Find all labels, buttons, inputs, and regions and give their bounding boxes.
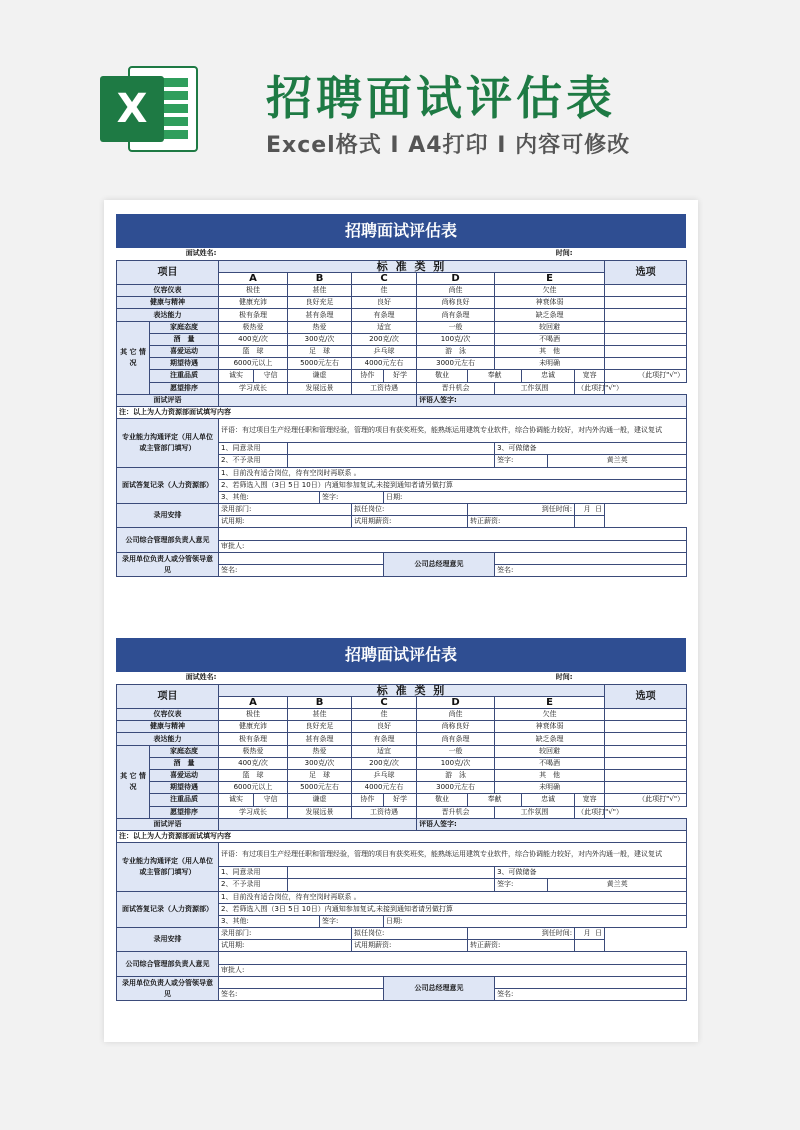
other-label: 喜爱运动 (150, 346, 219, 358)
dept-label: 录用单位负责人或分管领导意见 (117, 552, 219, 576)
wish-option[interactable]: 学习成长 (219, 806, 288, 818)
other-option-e[interactable]: 不喝酒 (495, 333, 605, 345)
mgr-label: 公司综合管理部负责人意见 (117, 528, 219, 552)
dept-row-1 (117, 552, 687, 564)
gm-sign: 签名: (495, 989, 687, 1001)
other-option-c[interactable]: 4000元左右 (352, 782, 417, 794)
hire-label: 录用安排 (117, 928, 219, 952)
criteria-label: 仪容仪表 (117, 285, 219, 297)
quality-option[interactable]: 敬业 (417, 370, 468, 382)
retest-option-1[interactable]: 1、目前没有适合岗位，待有空岗时再联系 。 (219, 891, 687, 903)
criteria-label: 表达能力 (117, 733, 219, 745)
criteria-label: 健康与精神 (117, 297, 219, 309)
other-option-a[interactable]: 篮 球 (219, 770, 288, 782)
hire-date[interactable]: 到任时间: (468, 504, 575, 516)
interview-name-label: 面试姓名: (117, 248, 219, 260)
name-row (117, 672, 687, 684)
criteria-select[interactable] (605, 709, 687, 721)
standard-header: 标 准 类 别 (219, 260, 605, 272)
other-option-d[interactable]: 游 泳 (417, 346, 495, 358)
mgr-field[interactable] (219, 952, 687, 964)
retest-option-2[interactable]: 2、若筛选入围（3日 5日 10日）内通知参加复试,未接到通知者请另做打算 (219, 479, 687, 491)
trial-salary[interactable]: 试用期薪资: (352, 516, 468, 528)
other-option-d[interactable]: 游 泳 (417, 770, 495, 782)
other-option-c[interactable]: 200克/次 (352, 333, 417, 345)
grade-b: B (288, 696, 352, 708)
hire-post[interactable]: 拟任岗位: (352, 504, 468, 516)
month-label: 月 (583, 929, 591, 938)
dept-field[interactable] (219, 552, 384, 564)
wish-option[interactable]: 晋升机会 (417, 382, 495, 394)
criteria-select[interactable] (605, 309, 687, 321)
quality-row (117, 370, 687, 382)
other-row (117, 358, 687, 370)
other-option-b[interactable]: 热爱 (288, 321, 352, 333)
interview-name-label: 面试姓名: (117, 672, 219, 684)
wish-option[interactable]: 学习成长 (219, 382, 288, 394)
day-label: 日 (595, 929, 603, 938)
other-label: 喜爱运动 (150, 770, 219, 782)
wish-row (117, 806, 687, 818)
form-title: 招聘面试评估表 (116, 638, 686, 672)
trial-period[interactable]: 试用期: (219, 516, 352, 528)
other-option-a[interactable]: 极热爱 (219, 745, 288, 757)
criteria-option-c[interactable]: 良好 (352, 297, 417, 309)
quality-option[interactable]: 奉献 (468, 370, 522, 382)
criteria-option-d[interactable]: 尚有条理 (417, 733, 495, 745)
gm-field[interactable] (495, 552, 687, 564)
criteria-option-a[interactable]: 极佳 (219, 709, 288, 721)
criteria-option-b[interactable]: 良好充足 (288, 721, 352, 733)
approver-label: 审批人: (219, 964, 687, 976)
gm-label: 公司总经理意见 (384, 976, 495, 1000)
name-row (117, 248, 687, 260)
criteria-option-d[interactable]: 尚佳 (417, 285, 495, 297)
criteria-option-e[interactable]: 欠佳 (495, 709, 605, 721)
quality-option[interactable]: 宽容 (575, 370, 605, 382)
other-select[interactable] (605, 333, 687, 345)
retest-label: 面试答复记录（人力资源部） (117, 891, 219, 928)
retest-date: 日期: (384, 491, 687, 503)
hire-row-1 (117, 504, 687, 516)
retest-row-1 (117, 891, 687, 903)
grade-e: E (495, 696, 605, 708)
criteria-row (117, 285, 687, 297)
item-header: 项目 (117, 684, 219, 708)
header-row (117, 684, 687, 696)
wish-row (117, 382, 687, 394)
criteria-option-e[interactable]: 缺乏条理 (495, 733, 605, 745)
other-option-a[interactable]: 6000元以上 (219, 782, 288, 794)
other-option-d[interactable]: 3000元左右 (417, 358, 495, 370)
retest-other[interactable]: 3、其他: (219, 491, 320, 503)
grade-d: D (417, 272, 495, 284)
option-hire[interactable]: 1、同意录用 (219, 867, 288, 879)
grade-a: A (219, 272, 288, 284)
signer-name: 黄兰英 (548, 455, 687, 467)
criteria-row (117, 709, 687, 721)
comment-field[interactable] (219, 818, 417, 830)
time-field[interactable] (575, 248, 687, 260)
quality-option[interactable]: 协作 (352, 794, 384, 806)
hire-label: 录用安排 (117, 504, 219, 528)
criteria-option-b[interactable]: 良好充足 (288, 297, 352, 309)
trial-period[interactable]: 试用期: (219, 940, 352, 952)
item-header: 项目 (117, 260, 219, 284)
other-select[interactable] (605, 358, 687, 370)
hire-dept[interactable]: 录用部门: (219, 928, 352, 940)
wish-option[interactable]: 发展远景 (288, 382, 352, 394)
comment-label: 面试评语 (117, 818, 219, 830)
pro-label: 专业能力沟通评定（用人单位或主管部门填写） (117, 843, 219, 891)
other-option-b[interactable]: 300克/次 (288, 757, 352, 769)
other-option-d[interactable]: 一般 (417, 745, 495, 757)
criteria-option-d[interactable]: 尚称良好 (417, 297, 495, 309)
other-row (117, 782, 687, 794)
hr-note-row (117, 406, 687, 418)
comment-row (117, 394, 687, 406)
retest-other[interactable]: 3、其他: (219, 915, 320, 927)
other-option-e[interactable]: 未明确 (495, 782, 605, 794)
regular-salary[interactable]: 转正薪资: (468, 940, 575, 952)
quality-option[interactable]: 敬业 (417, 794, 468, 806)
criteria-row (117, 733, 687, 745)
criteria-option-a[interactable]: 极有条理 (219, 733, 288, 745)
sign-label: 签字: (495, 455, 548, 467)
regular-salary[interactable]: 转正薪资: (468, 516, 575, 528)
other-label: 酒 量 (150, 333, 219, 345)
hr-note-row (117, 830, 687, 842)
grade-c: C (352, 272, 417, 284)
grade-b: B (288, 272, 352, 284)
other-select[interactable] (605, 757, 687, 769)
option-header: 选项 (605, 260, 687, 284)
other-option-b[interactable]: 300克/次 (288, 333, 352, 345)
criteria-label: 仪容仪表 (117, 709, 219, 721)
grade-a: A (219, 696, 288, 708)
quality-note: （此项打"√"） (605, 794, 687, 806)
quality-label: 注重品质 (150, 370, 219, 382)
quality-option[interactable]: 谦虚 (288, 370, 352, 382)
grade-e: E (495, 272, 605, 284)
dept-label: 录用单位负责人或分管领导意见 (117, 976, 219, 1000)
option-reject[interactable]: 2、不予录用 (219, 455, 288, 467)
sign-label: 签字: (495, 879, 548, 891)
other-row (117, 745, 687, 757)
criteria-row (117, 721, 687, 733)
other-info-text: 其 它 情 况 (120, 347, 146, 367)
other-label: 期望待遇 (150, 358, 219, 370)
quality-option[interactable]: 忠诚 (522, 794, 575, 806)
other-option-b[interactable]: 5000元左右 (288, 782, 352, 794)
criteria-option-c[interactable]: 良好 (352, 721, 417, 733)
other-select[interactable] (605, 782, 687, 794)
signer-name: 黄兰英 (548, 879, 687, 891)
time-label: 时间: (548, 672, 575, 684)
quality-option[interactable]: 奉献 (468, 794, 522, 806)
option-reserve[interactable]: 3、可做储备 (495, 443, 687, 455)
hire-month-day (575, 504, 605, 516)
other-select[interactable] (605, 346, 687, 358)
other-row (117, 333, 687, 345)
interview-name-field[interactable] (219, 248, 417, 260)
standard-header: 标 准 类 别 (219, 684, 605, 696)
quality-option[interactable]: 协作 (352, 370, 384, 382)
criteria-option-a[interactable]: 健康充沛 (219, 297, 288, 309)
other-option-d[interactable]: 一般 (417, 321, 495, 333)
other-row (117, 346, 687, 358)
criteria-label: 健康与精神 (117, 721, 219, 733)
criteria-select[interactable] (605, 297, 687, 309)
wish-label: 愿望排序 (150, 806, 219, 818)
other-option-b[interactable]: 热爱 (288, 745, 352, 757)
other-option-d[interactable]: 100克/次 (417, 333, 495, 345)
other-row (117, 770, 687, 782)
other-option-e[interactable]: 其 他 (495, 346, 605, 358)
criteria-row (117, 309, 687, 321)
other-label: 酒 量 (150, 757, 219, 769)
retest-option-1[interactable]: 1、目前没有适合岗位，待有空岗时再联系 。 (219, 467, 687, 479)
other-label: 家庭态度 (150, 745, 219, 757)
interview-name-field[interactable] (219, 672, 417, 684)
other-option-d[interactable]: 100克/次 (417, 757, 495, 769)
other-option-e[interactable]: 较回避 (495, 745, 605, 757)
quality-option[interactable]: 诚实 (219, 370, 254, 382)
month-label: 月 (583, 505, 591, 514)
other-option-b[interactable]: 足 球 (288, 346, 352, 358)
excel-logo-icon (100, 62, 206, 156)
mgr-row-1 (117, 528, 687, 540)
comment-label: 面试评语 (117, 394, 219, 406)
other-option-a[interactable]: 400克/次 (219, 757, 288, 769)
criteria-option-d[interactable]: 尚称良好 (417, 721, 495, 733)
form-copy (116, 638, 686, 1001)
form-title: 招聘面试评估表 (116, 214, 686, 248)
quality-option[interactable]: 谦虚 (288, 794, 352, 806)
other-option-e[interactable]: 较回避 (495, 321, 605, 333)
quality-option[interactable]: 守信 (254, 794, 288, 806)
retest-label: 面试答复记录（人力资源部） (117, 467, 219, 504)
pro-label: 专业能力沟通评定（用人单位或主管部门填写） (117, 419, 219, 467)
retest-option-2[interactable]: 2、若筛选入围（3日 5日 10日）内通知参加复试,未接到通知者请另做打算 (219, 903, 687, 915)
other-label: 家庭态度 (150, 321, 219, 333)
dept-sign: 签名: (219, 565, 384, 577)
form-copy (116, 214, 686, 577)
grade-d: D (417, 696, 495, 708)
evaluation-table (116, 248, 687, 577)
other-option-a[interactable]: 篮 球 (219, 346, 288, 358)
trial-salary[interactable]: 试用期薪资: (352, 940, 468, 952)
other-info-text: 其 它 情 况 (120, 771, 146, 791)
criteria-row (117, 297, 687, 309)
wish-option[interactable]: 发展远景 (288, 806, 352, 818)
option-reject[interactable]: 2、不予录用 (219, 879, 288, 891)
comment-field[interactable] (219, 394, 417, 406)
criteria-option-e[interactable]: 神衰体弱 (495, 721, 605, 733)
other-option-b[interactable]: 足 球 (288, 770, 352, 782)
hire-post[interactable]: 拟任岗位: (352, 928, 468, 940)
quality-label: 注重品质 (150, 794, 219, 806)
wish-option[interactable]: 工作氛围 (495, 382, 575, 394)
pro-comment[interactable]: 评语：有过项目生产经理任职和管理经验，管理的项目有获奖班奖，能熟练运用建筑专业软件，综合协调能力较好，对内外沟通一般，建议复试 (219, 419, 687, 443)
other-label: 期望待遇 (150, 782, 219, 794)
wish-label: 愿望排序 (150, 382, 219, 394)
other-option-a[interactable]: 400克/次 (219, 333, 288, 345)
hr-note: 注：以上为人力资源部面试填写内容 (117, 406, 687, 418)
quality-option[interactable]: 守信 (254, 370, 288, 382)
document-paper (104, 200, 698, 1042)
hire-row-1 (117, 928, 687, 940)
other-row (117, 757, 687, 769)
retest-sign: 签字: (320, 491, 384, 503)
wish-option[interactable]: 晋升机会 (417, 806, 495, 818)
other-select[interactable] (605, 745, 687, 757)
criteria-option-e[interactable]: 欠佳 (495, 285, 605, 297)
criteria-option-d[interactable]: 尚佳 (417, 709, 495, 721)
day-label: 日 (595, 505, 603, 514)
other-option-a[interactable]: 6000元以上 (219, 358, 288, 370)
other-info-label (117, 321, 150, 394)
quality-option[interactable]: 诚实 (219, 794, 254, 806)
retest-sign: 签字: (320, 915, 384, 927)
quality-row (117, 794, 687, 806)
other-select[interactable] (605, 321, 687, 333)
wish-option[interactable]: 工作氛围 (495, 806, 575, 818)
other-option-e[interactable]: 未明确 (495, 358, 605, 370)
criteria-option-b[interactable]: 甚佳 (288, 709, 352, 721)
other-option-a[interactable]: 极热爱 (219, 321, 288, 333)
other-option-c[interactable]: 乒乓球 (352, 346, 417, 358)
criteria-option-e[interactable]: 神衰体弱 (495, 297, 605, 309)
criteria-label: 表达能力 (117, 309, 219, 321)
mgr-field[interactable] (219, 528, 687, 540)
option-hire[interactable]: 1、同意录用 (219, 443, 288, 455)
hr-note: 注：以上为人力资源部面试填写内容 (117, 830, 687, 842)
quality-note: （此项打"√"） (605, 370, 687, 382)
criteria-option-a[interactable]: 健康充沛 (219, 721, 288, 733)
quality-option[interactable]: 宽容 (575, 794, 605, 806)
other-option-c[interactable]: 200克/次 (352, 757, 417, 769)
evaluator-label: 评语人签字: (417, 818, 687, 830)
dept-field[interactable] (219, 976, 384, 988)
other-option-e[interactable]: 其 他 (495, 770, 605, 782)
wish-note: （此项打"√"） (575, 382, 605, 394)
hire-date[interactable]: 到任时间: (468, 928, 575, 940)
approver-label: 审批人: (219, 540, 687, 552)
option-reserve[interactable]: 3、可做储备 (495, 867, 687, 879)
wish-note: （此项打"√"） (575, 806, 605, 818)
option-header: 选项 (605, 684, 687, 708)
other-row (117, 321, 687, 333)
other-option-b[interactable]: 5000元左右 (288, 358, 352, 370)
gm-field[interactable] (495, 976, 687, 988)
criteria-option-b[interactable]: 甚有条理 (288, 733, 352, 745)
grade-c: C (352, 696, 417, 708)
quality-option[interactable]: 好学 (384, 794, 417, 806)
page-title: 招聘面试评估表 (266, 71, 616, 125)
quality-option[interactable]: 忠诚 (522, 370, 575, 382)
criteria-option-b[interactable]: 甚佳 (288, 285, 352, 297)
criteria-option-c[interactable]: 佳 (352, 285, 417, 297)
other-option-e[interactable]: 不喝酒 (495, 757, 605, 769)
comment-row (117, 818, 687, 830)
other-option-c[interactable]: 乒乓球 (352, 770, 417, 782)
other-option-c[interactable]: 4000元左右 (352, 358, 417, 370)
other-info-label (117, 745, 150, 818)
retest-row-1 (117, 467, 687, 479)
criteria-option-a[interactable]: 极有条理 (219, 309, 288, 321)
quality-option[interactable]: 好学 (384, 370, 417, 382)
hire-month-day (575, 928, 605, 940)
wish-option[interactable]: 工资待遇 (352, 382, 417, 394)
other-option-c[interactable]: 适宜 (352, 745, 417, 757)
criteria-select[interactable] (605, 285, 687, 297)
other-option-c[interactable]: 适宜 (352, 321, 417, 333)
mgr-label: 公司综合管理部负责人意见 (117, 952, 219, 976)
time-field[interactable] (575, 672, 687, 684)
wish-option[interactable]: 工资待遇 (352, 806, 417, 818)
criteria-option-c[interactable]: 有条理 (352, 309, 417, 321)
logo-letter: X (100, 76, 164, 142)
other-option-d[interactable]: 3000元左右 (417, 782, 495, 794)
other-select[interactable] (605, 770, 687, 782)
criteria-option-c[interactable]: 佳 (352, 709, 417, 721)
criteria-select[interactable] (605, 733, 687, 745)
criteria-select[interactable] (605, 721, 687, 733)
header-row (117, 260, 687, 272)
time-label: 时间: (548, 248, 575, 260)
dept-row-1 (117, 976, 687, 988)
evaluator-label: 评语人签字: (417, 394, 687, 406)
mgr-row-1 (117, 952, 687, 964)
criteria-option-d[interactable]: 尚有条理 (417, 309, 495, 321)
gm-sign: 签名: (495, 565, 687, 577)
gm-label: 公司总经理意见 (384, 552, 495, 576)
criteria-option-e[interactable]: 缺乏条理 (495, 309, 605, 321)
dept-sign: 签名: (219, 989, 384, 1001)
evaluation-table (116, 672, 687, 1001)
criteria-option-b[interactable]: 甚有条理 (288, 309, 352, 321)
page-subtitle: Excel格式 I A4打印 I 内容可修改 (266, 133, 631, 158)
retest-date: 日期: (384, 915, 687, 927)
pro-comment[interactable]: 评语：有过项目生产经理任职和管理经验，管理的项目有获奖班奖，能熟练运用建筑专业软件，综合协调能力较好，对内外沟通一般，建议复试 (219, 843, 687, 867)
criteria-option-a[interactable]: 极佳 (219, 285, 288, 297)
criteria-option-c[interactable]: 有条理 (352, 733, 417, 745)
hire-dept[interactable]: 录用部门: (219, 504, 352, 516)
